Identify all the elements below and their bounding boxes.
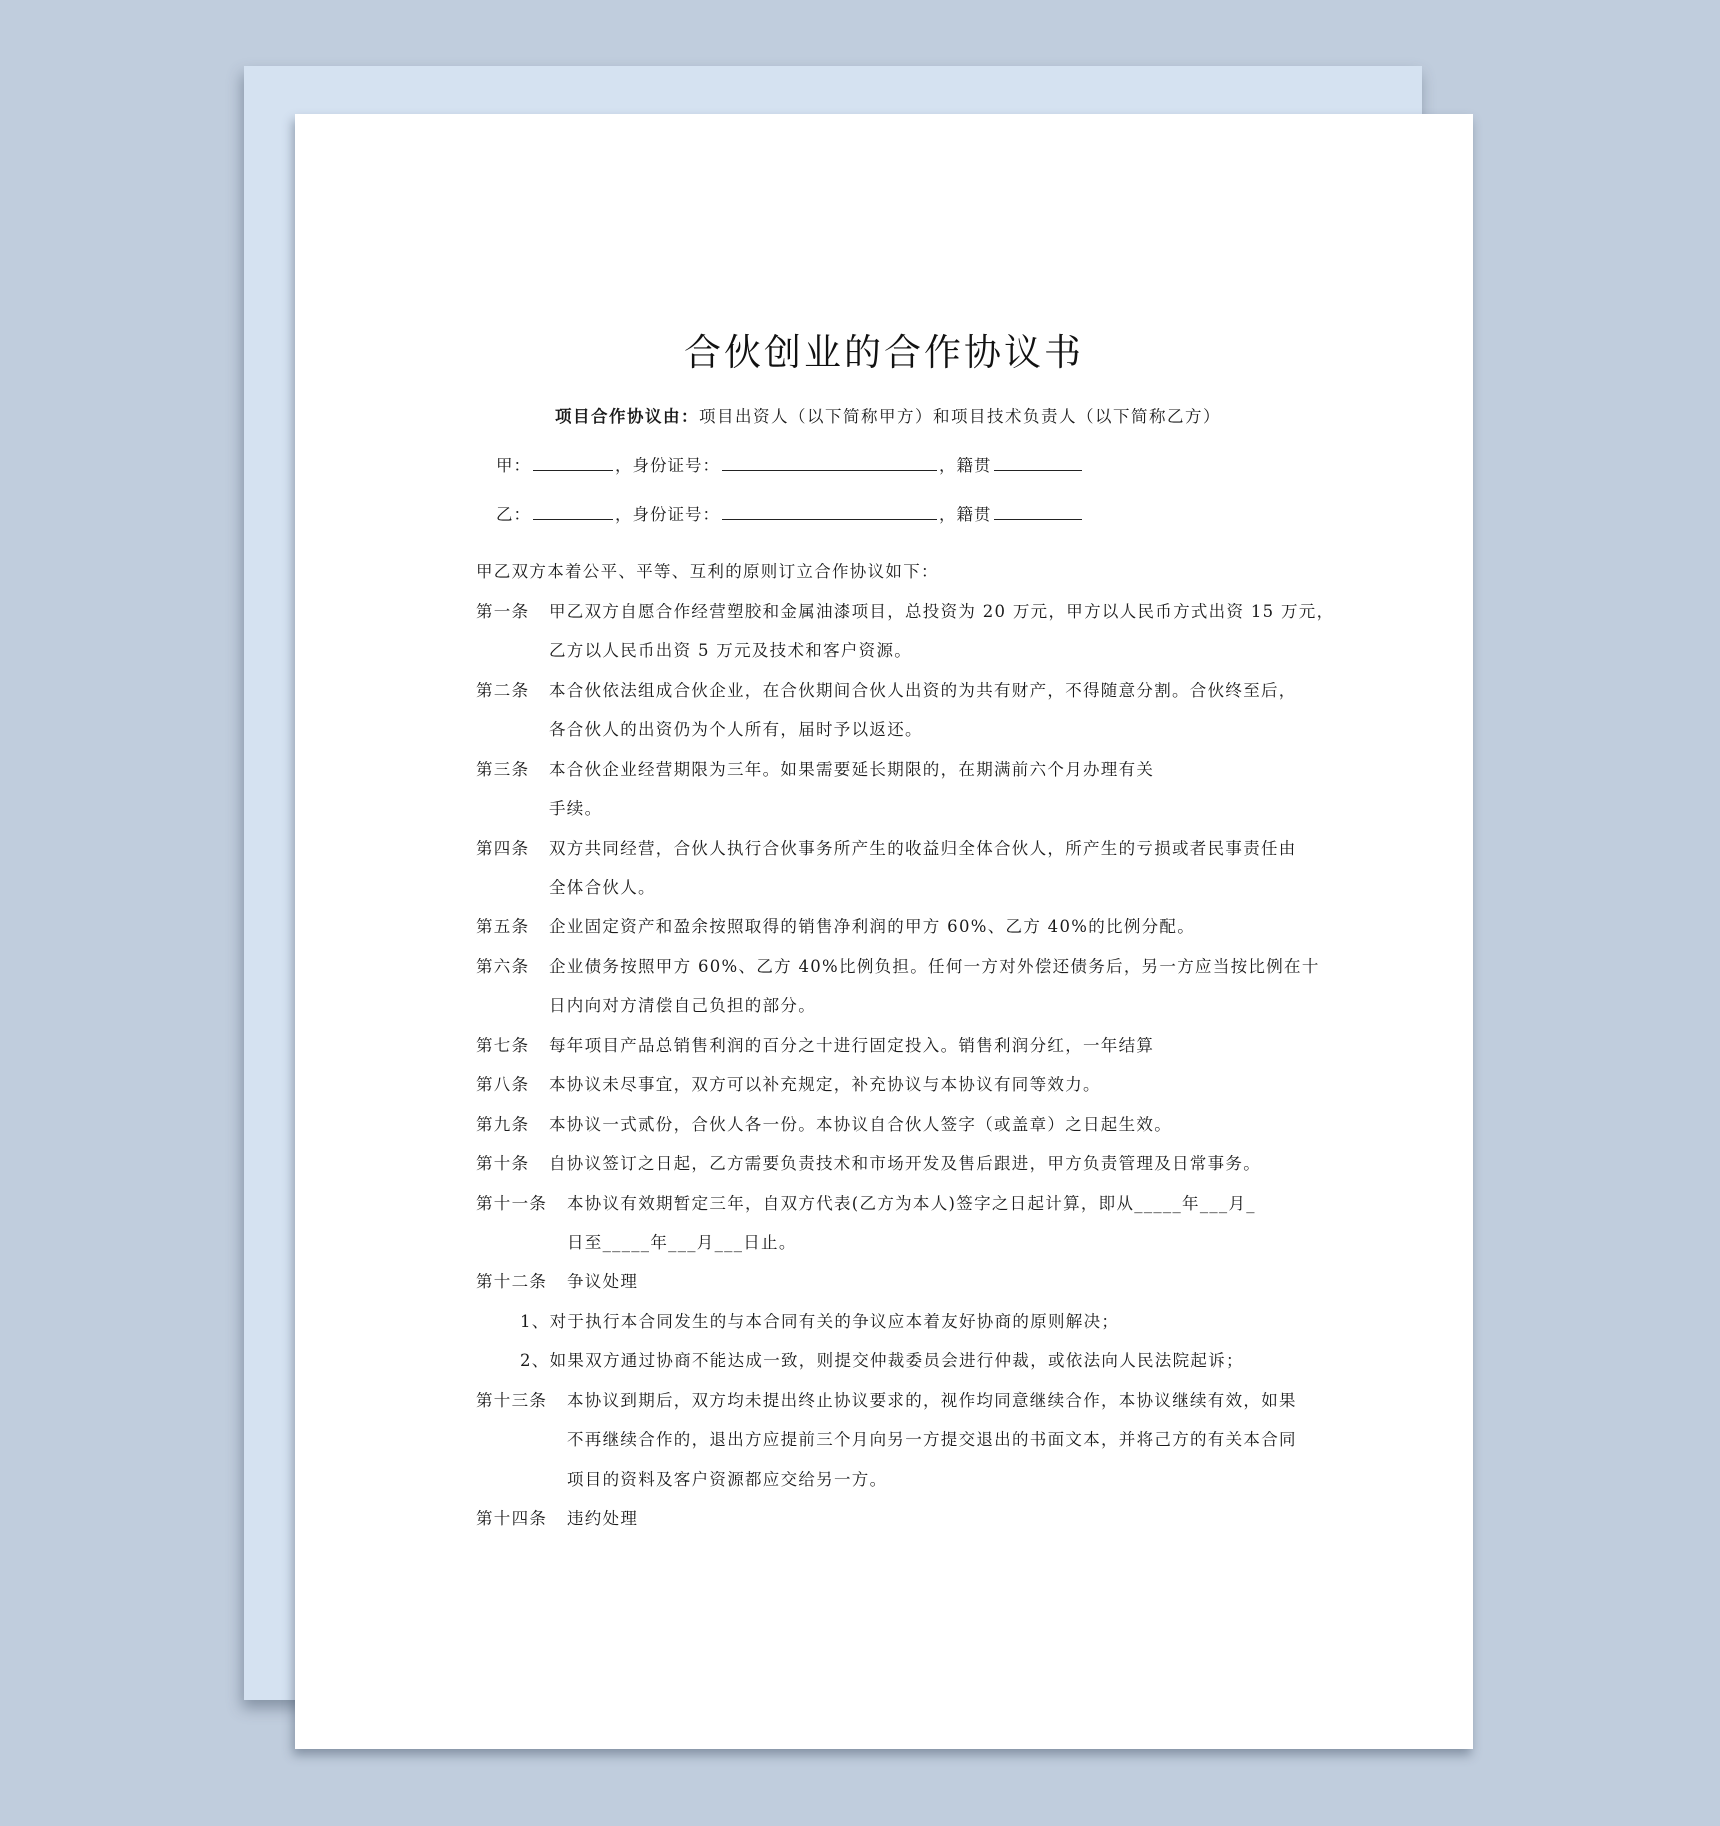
article-14-line-1: 违约处理 (567, 1509, 639, 1528)
party-b-label: 乙： (496, 505, 531, 524)
article-7-label: 第七条 (476, 1036, 530, 1055)
article-3-line-2: 手续。 (549, 799, 603, 818)
article-11-line-1: 本协议有效期暂定三年，自双方代表(乙方为本人)签字之日起计算，即从_____年___月_ (567, 1194, 1256, 1213)
party-b-id-blank[interactable] (722, 503, 937, 520)
article-10-line-1: 自协议签订之日起，乙方需要负责技术和市场开发及售后跟进，甲方负责管理及日常事务。 (549, 1154, 1261, 1173)
intro-label: 项目合作协议由： (555, 407, 699, 426)
article-12-item-1: 1、对于执行本合同发生的与本合同有关的争议应本着友好协商的原则解决； (520, 1312, 1120, 1331)
preamble: 甲乙双方本着公平、平等、互利的原则订立合作协议如下： (476, 562, 939, 581)
party-b-id-label: ，身份证号： (615, 505, 720, 524)
party-a-line (496, 452, 1084, 476)
party-b-name-blank[interactable] (533, 503, 613, 520)
article-1-line-1: 甲乙双方自愿合作经营塑胶和金属油漆项目，总投资为 20 万元，甲方以人民币方式出资 15 万元， (549, 602, 1335, 621)
article-4-line-1: 双方共同经营，合伙人执行合伙事务所产生的收益归全体合伙人，所产生的亏损或者民事责任由 (549, 839, 1297, 858)
party-a-id-blank[interactable] (722, 454, 937, 471)
article-9-label: 第九条 (476, 1115, 530, 1134)
article-10-label: 第十条 (476, 1154, 530, 1173)
article-2-label: 第二条 (476, 681, 530, 700)
article-5-label: 第五条 (476, 917, 530, 936)
article-13-line-1: 本协议到期后，双方均未提出终止协议要求的，视作均同意继续合作，本协议继续有效，如果 (567, 1391, 1297, 1410)
document-title: 合伙创业的合作协议书 (684, 331, 1084, 374)
party-a-origin-blank[interactable] (994, 454, 1082, 471)
article-11-label: 第十一条 (476, 1194, 548, 1213)
article-13-label: 第十三条 (476, 1391, 548, 1410)
article-11-line-2: 日至_____年___月___日止。 (567, 1233, 797, 1252)
article-1-line-2: 乙方以人民币出资 5 万元及技术和客户资源。 (549, 641, 913, 660)
article-12-item-2: 2、如果双方通过协商不能达成一致，则提交仲裁委员会进行仲裁，或依法向人民法院起诉； (520, 1351, 1244, 1370)
article-2-line-1: 本合伙依法组成合伙企业，在合伙期间合伙人出资的为共有财产，不得随意分割。合伙终至后， (549, 681, 1297, 700)
article-12-label: 第十二条 (476, 1272, 548, 1291)
intro-text: 项目出资人（以下简称甲方）和项目技术负责人（以下简称乙方） (699, 407, 1221, 426)
party-b-line (496, 501, 1084, 525)
party-b-origin-label: ，籍贯 (939, 505, 992, 524)
article-6-label: 第六条 (476, 957, 530, 976)
article-2-line-2: 各合伙人的出资仍为个人所有，届时予以返还。 (549, 720, 923, 739)
article-7-line-1: 每年项目产品总销售利润的百分之十进行固定投入。销售利润分红，一年结算 (549, 1036, 1155, 1055)
article-6-line-1: 企业债务按照甲方 60%、乙方 40%比例负担。任何一方对外偿还债务后，另一方应当按比例在十 (549, 957, 1320, 976)
article-6-line-2: 日内向对方清偿自己负担的部分。 (549, 996, 816, 1015)
article-3-line-1: 本合伙企业经营期限为三年。如果需要延长期限的，在期满前六个月办理有关 (549, 760, 1155, 779)
article-1-label: 第一条 (476, 602, 530, 621)
party-a-label: 甲： (496, 456, 531, 475)
article-9-line-1: 本协议一式贰份，合伙人各一份。本协议自合伙人签字（或盖章）之日起生效。 (549, 1115, 1172, 1134)
article-13-line-3: 项目的资料及客户资源都应交给另一方。 (567, 1470, 888, 1489)
party-a-name-blank[interactable] (533, 454, 613, 471)
article-5-line-1: 企业固定资产和盈余按照取得的销售净利润的甲方 60%、乙方 40%的比例分配。 (549, 917, 1196, 936)
article-8-line-1: 本协议未尽事宜，双方可以补充规定，补充协议与本协议有同等效力。 (549, 1075, 1101, 1094)
article-13-line-2: 不再继续合作的，退出方应提前三个月向另一方提交退出的书面文本，并将己方的有关本合同 (567, 1430, 1297, 1449)
article-14-label: 第十四条 (476, 1509, 548, 1528)
article-4-line-2: 全体合伙人。 (549, 878, 656, 897)
party-a-id-label: ，身份证号： (615, 456, 720, 475)
article-8-label: 第八条 (476, 1075, 530, 1094)
article-4-label: 第四条 (476, 839, 530, 858)
article-12-line-1: 争议处理 (567, 1272, 639, 1291)
party-b-origin-blank[interactable] (994, 503, 1082, 520)
article-3-label: 第三条 (476, 760, 530, 779)
party-a-origin-label: ，籍贯 (939, 456, 992, 475)
intro-line (555, 403, 1221, 427)
